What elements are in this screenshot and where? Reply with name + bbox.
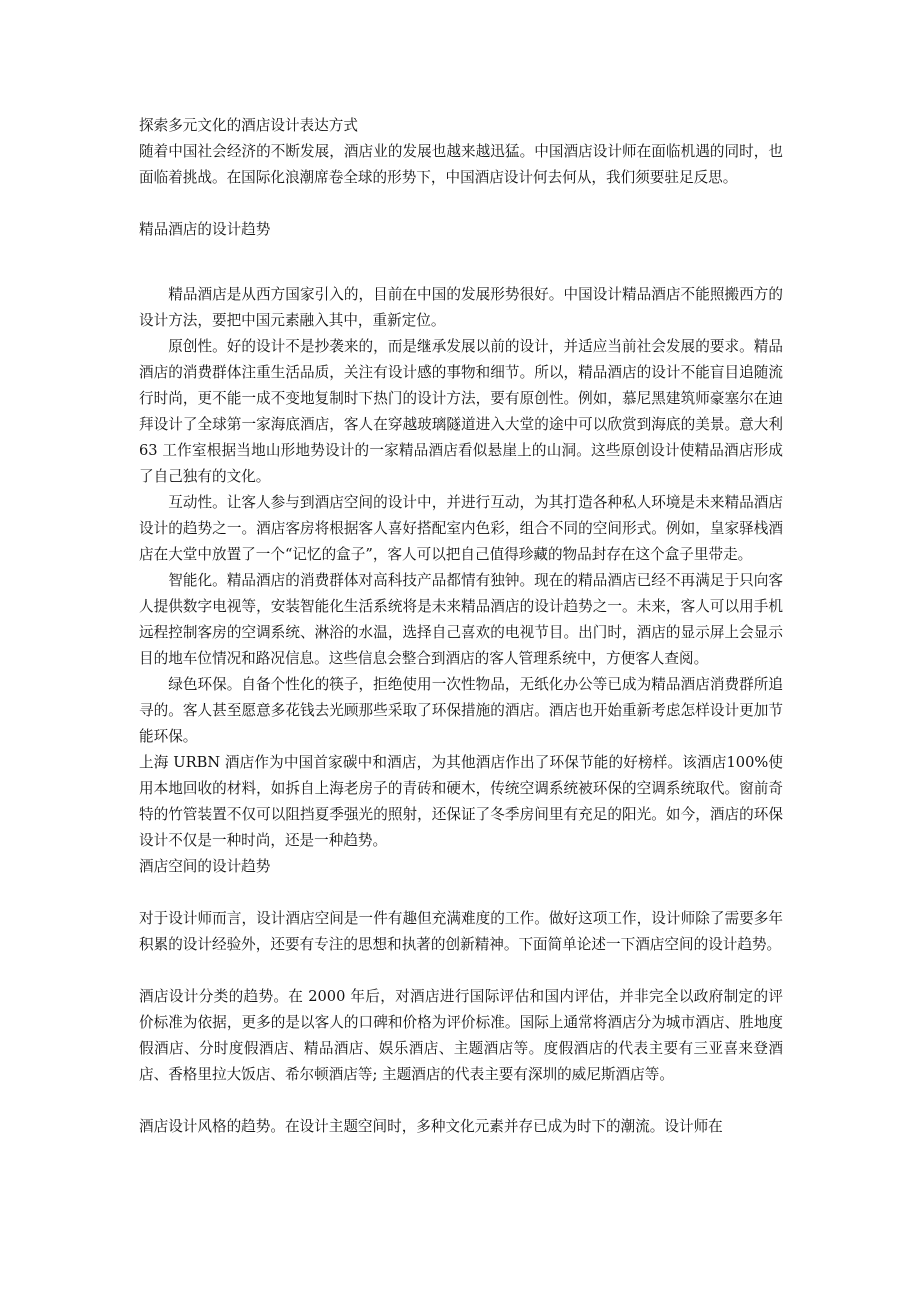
paragraph-originality: 原创性。好的设计不是抄袭来的，而是继承发展以前的设计，并适应当前社会发展的要求。精品酒店的消费群体注重生活品质，关注有设计感的事物和细节。所以，精品酒店的设计不能盲目追随流行时尚，更不能一成不变地复制时下热门的设计方法，要有原创性。例如，慕尼黑建筑师豪塞尔在迪拜设计了全球第一家海底酒店，客人在穿越玻璃隧道进入大堂的途中可以欣赏到海底的美景。意大利 63 工作室根据当地山形地势设计的一家精品酒店看似悬崖上的山洞。这些原创设计使精品酒店形成了自己独有的文化。 bbox=[139, 338, 783, 485]
paragraph-green: 绿色环保。自备个性化的筷子，拒绝使用一次性物品，无纸化办公等已成为精品酒店消费群所追寻的。客人甚至愿意多花钱去光顾那些采取了环保措施的酒店。酒店也开始重新考虑怎样设计更加节能环保。 bbox=[139, 676, 783, 745]
paragraph-interactivity: 互动性。让客人参与到酒店空间的设计中，并进行互动，为其打造各种私人环境是未来精品酒店设计的趋势之一。酒店客房将根据客人喜好搭配室内色彩，组合不同的空间形式。例如，皇家驿栈酒店在大堂中放置了一个“记忆的盒子”，客人可以把自己值得珍藏的物品封存在这个盒子里带走。 bbox=[139, 494, 783, 563]
section-heading-hotel-space: 酒店空间的设计趋势 bbox=[139, 858, 271, 875]
paragraph-style-trend: 酒店设计风格的趋势。在设计主题空间时，多种文化元素并存已成为时下的潮流。设计师在 bbox=[139, 1118, 723, 1135]
document-title: 探索多元文化的酒店设计表达方式 bbox=[139, 117, 358, 134]
document-page bbox=[139, 0, 783, 1140]
paragraph-boutique-intro: 精品酒店是从西方国家引入的，目前在中国的发展形势很好。中国设计精品酒店不能照搬西方的设计方法，要把中国元素融入其中，重新定位。 bbox=[139, 286, 783, 329]
intro-paragraph: 随着中国社会经济的不断发展，酒店业的发展也越来越迅猛。中国酒店设计师在面临机遇的同时，也面临着挑战。在国际化浪潮席卷全球的形势下，中国酒店设计何去何从，我们须要驻足反思。 bbox=[139, 143, 783, 186]
paragraph-intelligence: 智能化。精品酒店的消费群体对高科技产品都情有独钟。现在的精品酒店已经不再满足于只向客人提供数字电视等，安装智能化生活系统将是未来精品酒店的设计趋势之一。未来，客人可以用手机远程控制客房的空调系统、淋浴的水温，选择自己喜欢的电视节目。出门时，酒店的显示屏上会显示目的地车位情况和路况信息。这些信息会整合到酒店的客人管理系统中，方便客人查阅。 bbox=[139, 572, 783, 667]
paragraph-urbn-hotel: 上海 URBN 酒店作为中国首家碳中和酒店，为其他酒店作出了环保节能的好榜样。该酒店100%使用本地回收的材料，如拆自上海老房子的青砖和硬木，传统空调系统被环保的空调系统取代。窗前奇特的竹管装置不仅可以阻挡夏季强光的照射，还保证了冬季房间里有充足的阳光。如今，酒店的环保设计不仅是一种时尚，还是一种趋势。 bbox=[139, 754, 783, 849]
paragraph-space-intro: 对于设计师而言，设计酒店空间是一件有趣但充满难度的工作。做好这项工作，设计师除了需要多年积累的设计经验外，还要有专注的思想和执著的创新精神。下面简单论述一下酒店空间的设计趋势。 bbox=[139, 910, 783, 953]
section-heading-boutique-hotel: 精品酒店的设计趋势 bbox=[139, 221, 271, 238]
paragraph-classification-trend: 酒店设计分类的趋势。在 2000 年后，对酒店进行国际评估和国内评估，并非完全以政府制定的评价标准为依据，更多的是以客人的口碑和价格为评价标准。国际上通常将酒店分为城市酒店、胜地度假酒店、分时度假酒店、精品酒店、娱乐酒店、主题酒店等。度假酒店的代表主要有三亚喜来登酒店、香格里拉大饭店、希尔顿酒店等; 主题酒店的代表主要有深圳的威尼斯酒店等。 bbox=[139, 988, 783, 1083]
